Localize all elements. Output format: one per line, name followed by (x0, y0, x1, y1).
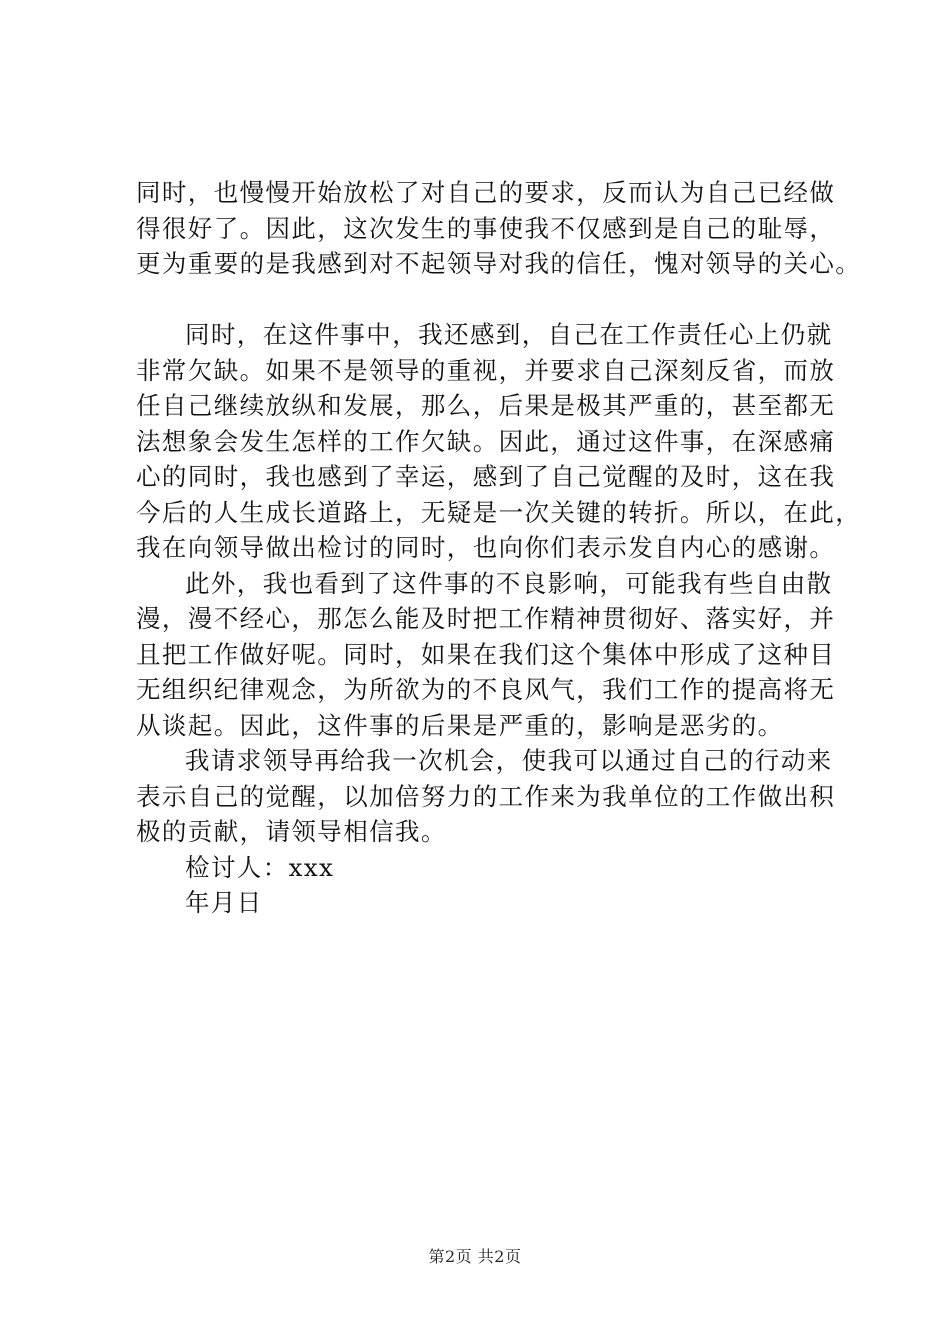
text-line: 我请求领导再给我一次机会，使我可以通过自己的行动来 (185, 746, 833, 775)
text-line: 极的贡献，请领导相信我。 (136, 817, 447, 846)
text-line: 从谈起。因此，这件事的后果是严重的，影响是恶劣的。 (136, 710, 784, 740)
paragraph-spacer (136, 282, 856, 318)
paragraph-continuation (136, 175, 862, 282)
text-line: 我在向领导做出检讨的同时，也向你们表示发自内心的感谢。 (136, 533, 836, 562)
text-line: 且把工作做好呢。同时，如果在我们这个集体中形成了这种目 (136, 639, 836, 669)
text-line: 非常欠缺。如果不是领导的重视，并要求自己深刻反省，而放 (136, 355, 836, 385)
text-line: 同时，也慢慢开始放松了对自己的要求，反而认为自己已经做 (136, 178, 836, 207)
signature-line: 检讨人：xxx (185, 852, 335, 882)
text-line: 此外，我也看到了这件事的不良影响，可能我有些自由散 (185, 568, 833, 598)
paragraph-responsibility (136, 317, 862, 566)
text-line: 表示自己的觉醒，以加倍努力的工作来为我单位的工作做出积 (136, 781, 836, 811)
paragraph-request (136, 743, 856, 850)
text-line: 任自己继续放纵和发展，那么，后果是极其严重的，甚至都无 (136, 391, 836, 420)
date-line: 年月日 (185, 888, 263, 917)
document-body (136, 175, 862, 921)
text-line: 无组织纪律观念，为所欲为的不良风气，我们工作的提高将无 (136, 675, 836, 704)
text-line: 得很好了。因此，这次发生的事使我不仅感到是自己的耻辱， (136, 213, 836, 243)
text-line: 心的同时，我也感到了幸运，感到了自己觉醒的及时，这在我 (136, 462, 836, 491)
text-line: 今后的人生成长道路上，无疑是一次关键的转折。所以，在此， (136, 497, 862, 527)
text-line: 同时，在这件事中，我还感到，自己在工作责任心上仍就 (185, 320, 833, 349)
paragraph-impact (136, 566, 856, 744)
text-line: 法想象会发生怎样的工作欠缺。因此，通过这件事，在深感痛 (136, 426, 836, 456)
text-line: 更为重要的是我感到对不起领导对我的信任，愧对领导的关心。 (136, 249, 862, 278)
page-number-footer: 第2页 共2页 (428, 1247, 522, 1266)
text-line: 漫，漫不经心，那怎么能及时把工作精神贯彻好、落实好，并 (136, 604, 836, 633)
